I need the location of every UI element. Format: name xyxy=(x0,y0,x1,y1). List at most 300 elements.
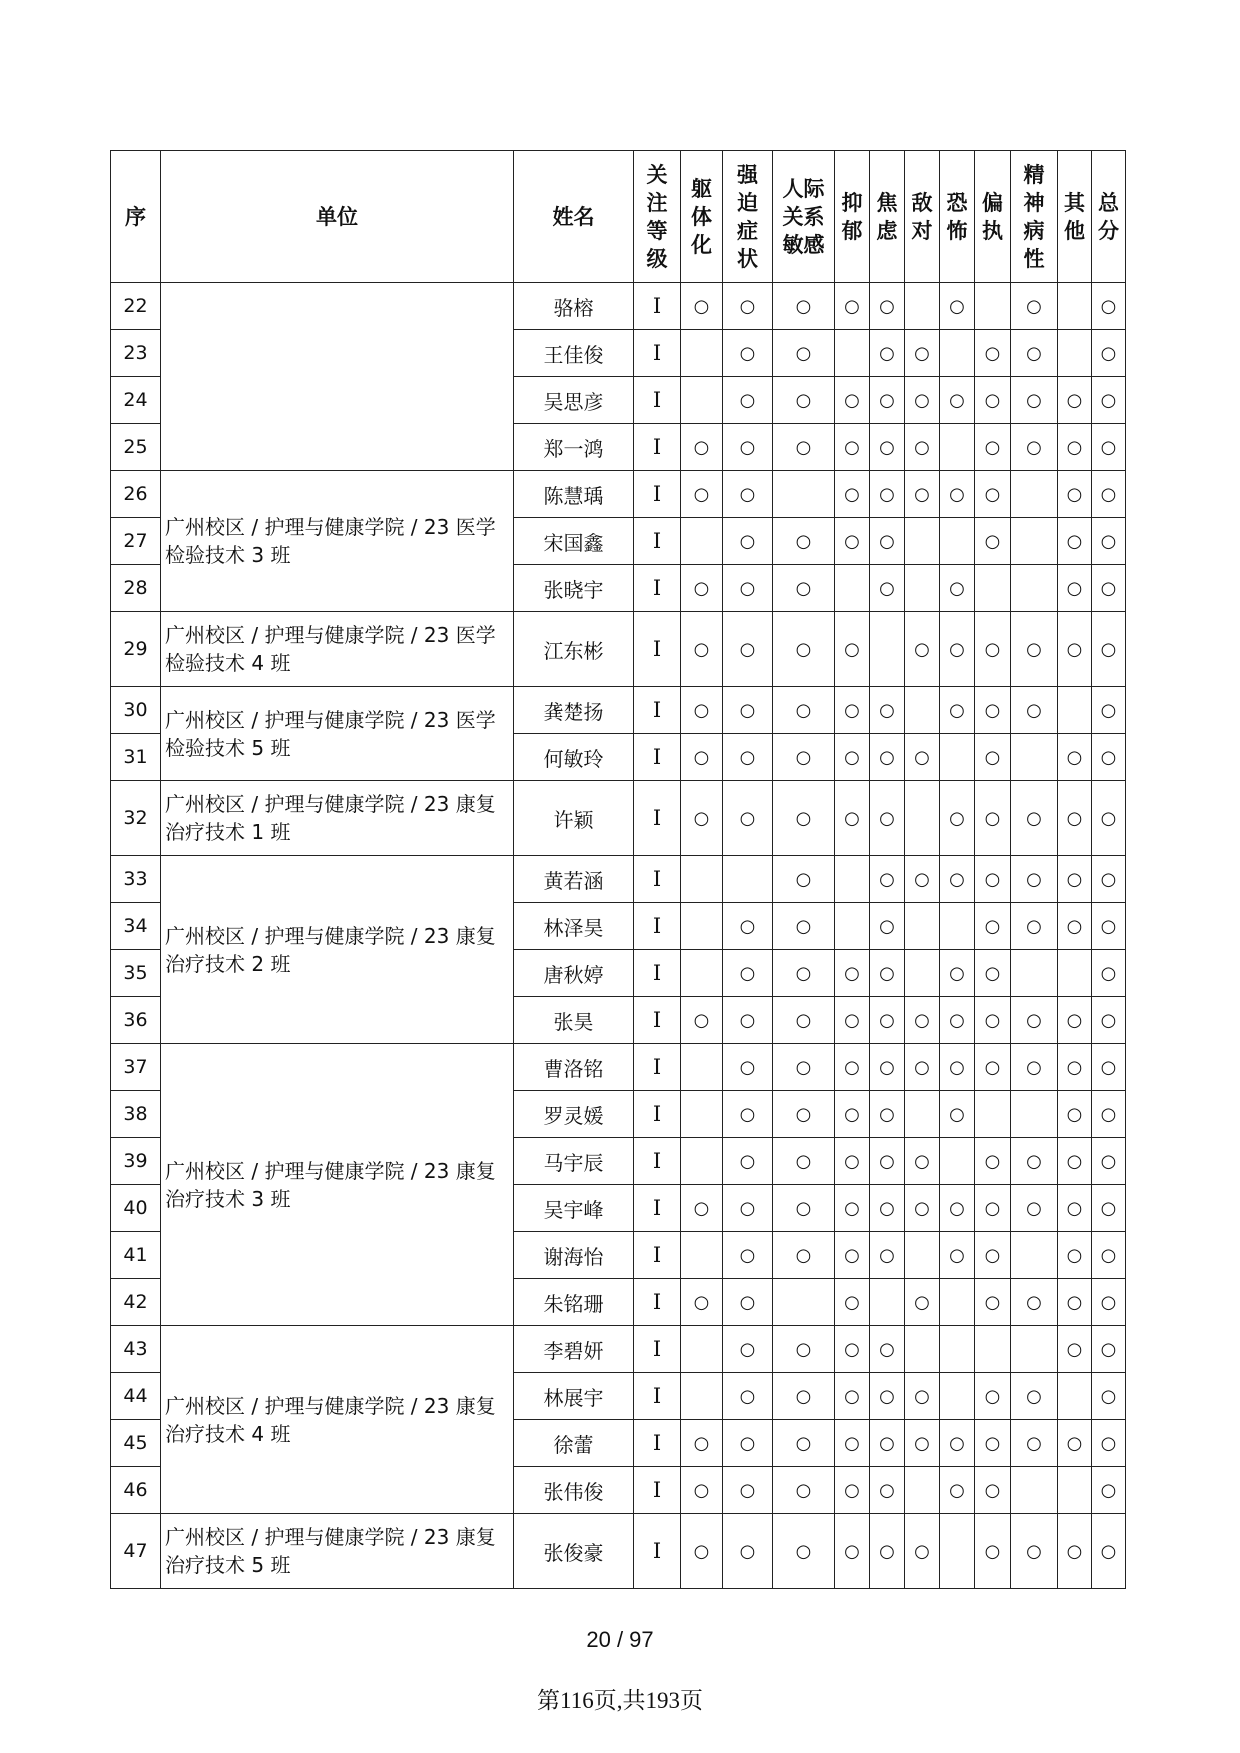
factor-cell xyxy=(835,1467,870,1514)
circle-mark-icon: ○ xyxy=(1100,1385,1117,1407)
header-label: 焦虑 xyxy=(876,190,898,243)
circle-mark-icon: ○ xyxy=(739,1056,756,1078)
header-phobia xyxy=(940,151,975,283)
factor-cell xyxy=(681,997,723,1044)
factor-cell xyxy=(1011,1138,1058,1185)
seq-cell: 31 xyxy=(111,734,161,781)
factor-cell xyxy=(940,1326,975,1373)
seq-cell: 25 xyxy=(111,424,161,471)
circle-mark-icon: ○ xyxy=(844,1150,860,1172)
circle-mark-icon: ○ xyxy=(949,699,965,721)
level-cell: I xyxy=(634,1091,681,1138)
factor-cell xyxy=(1058,1279,1092,1326)
factor-cell xyxy=(975,1185,1011,1232)
circle-mark-icon: ○ xyxy=(914,1385,930,1407)
factor-cell xyxy=(723,997,773,1044)
circle-mark-icon: ○ xyxy=(1066,915,1083,937)
factor-cell xyxy=(1011,565,1058,612)
circle-mark-icon: ○ xyxy=(1026,807,1042,829)
seq-cell: 23 xyxy=(111,330,161,377)
circle-mark-icon: ○ xyxy=(879,530,895,552)
header-psychoticism xyxy=(1011,151,1058,283)
circle-mark-icon: ○ xyxy=(739,483,756,505)
factor-cell xyxy=(681,856,723,903)
circle-mark-icon: ○ xyxy=(1100,1150,1117,1172)
circle-mark-icon: ○ xyxy=(844,1244,860,1266)
seq-cell: 46 xyxy=(111,1467,161,1514)
factor-cell xyxy=(940,1138,975,1185)
circle-mark-icon: ○ xyxy=(1100,1338,1117,1360)
factor-cell xyxy=(773,377,835,424)
level-cell: I xyxy=(634,950,681,997)
circle-mark-icon: ○ xyxy=(1066,868,1083,890)
level-cell: I xyxy=(634,283,681,330)
table-body xyxy=(111,283,1126,1589)
factor-cell xyxy=(1011,1091,1058,1138)
circle-mark-icon: ○ xyxy=(844,1432,860,1454)
circle-mark-icon: ○ xyxy=(984,1291,1001,1313)
circle-mark-icon: ○ xyxy=(879,746,895,768)
factor-cell xyxy=(835,1091,870,1138)
factor-cell xyxy=(975,734,1011,781)
factor-cell xyxy=(940,377,975,424)
unit-cell: 广州校区 / 护理与健康学院 / 23 康复治疗技术 5 班 xyxy=(161,1514,514,1589)
circle-mark-icon: ○ xyxy=(949,295,965,317)
factor-cell xyxy=(1092,377,1126,424)
circle-mark-icon: ○ xyxy=(949,1479,965,1501)
factor-cell xyxy=(940,424,975,471)
circle-mark-icon: ○ xyxy=(914,1291,930,1313)
factor-cell xyxy=(1011,903,1058,950)
circle-mark-icon: ○ xyxy=(739,295,756,317)
factor-cell xyxy=(905,997,940,1044)
circle-mark-icon: ○ xyxy=(1026,1197,1042,1219)
seq-cell: 27 xyxy=(111,518,161,565)
circle-mark-icon: ○ xyxy=(879,1338,895,1360)
factor-cell xyxy=(681,781,723,856)
circle-mark-icon: ○ xyxy=(1066,483,1083,505)
factor-cell xyxy=(870,1279,905,1326)
circle-mark-icon: ○ xyxy=(879,295,895,317)
factor-cell xyxy=(870,856,905,903)
seq-cell: 45 xyxy=(111,1420,161,1467)
factor-cell xyxy=(940,330,975,377)
circle-mark-icon: ○ xyxy=(914,638,930,660)
circle-mark-icon: ○ xyxy=(795,295,812,317)
circle-mark-icon: ○ xyxy=(739,436,756,458)
name-cell: 黄若涵 xyxy=(514,856,634,903)
factor-cell xyxy=(723,903,773,950)
level-cell: I xyxy=(634,903,681,950)
circle-mark-icon: ○ xyxy=(984,1056,1001,1078)
circle-mark-icon: ○ xyxy=(844,1197,860,1219)
circle-mark-icon: ○ xyxy=(1100,577,1117,599)
level-cell: I xyxy=(634,1185,681,1232)
circle-mark-icon: ○ xyxy=(795,1056,812,1078)
seq-cell: 41 xyxy=(111,1232,161,1279)
circle-mark-icon: ○ xyxy=(949,638,965,660)
factor-cell xyxy=(870,950,905,997)
table-row xyxy=(111,1044,1126,1091)
name-cell: 张伟俊 xyxy=(514,1467,634,1514)
circle-mark-icon: ○ xyxy=(739,746,756,768)
factor-cell xyxy=(1058,950,1092,997)
factor-cell xyxy=(975,1044,1011,1091)
circle-mark-icon: ○ xyxy=(1100,530,1117,552)
factor-cell xyxy=(905,377,940,424)
circle-mark-icon: ○ xyxy=(984,389,1001,411)
circle-mark-icon: ○ xyxy=(1100,1432,1117,1454)
factor-cell xyxy=(1058,1420,1092,1467)
factor-cell xyxy=(1058,330,1092,377)
factor-cell xyxy=(773,856,835,903)
factor-cell xyxy=(835,1373,870,1420)
circle-mark-icon: ○ xyxy=(739,577,756,599)
factor-cell xyxy=(870,1420,905,1467)
circle-mark-icon: ○ xyxy=(795,1385,812,1407)
factor-cell xyxy=(835,1232,870,1279)
header-label: 其他 xyxy=(1064,190,1085,243)
circle-mark-icon: ○ xyxy=(795,1009,812,1031)
circle-mark-icon: ○ xyxy=(914,746,930,768)
circle-mark-icon: ○ xyxy=(844,962,860,984)
circle-mark-icon: ○ xyxy=(879,1540,895,1562)
factor-cell xyxy=(1092,1185,1126,1232)
factor-cell xyxy=(1058,856,1092,903)
factor-cell xyxy=(905,781,940,856)
level-cell: I xyxy=(634,1232,681,1279)
level-cell: I xyxy=(634,1420,681,1467)
circle-mark-icon: ○ xyxy=(739,699,756,721)
circle-mark-icon: ○ xyxy=(984,530,1001,552)
factor-cell xyxy=(681,1420,723,1467)
factor-cell xyxy=(940,1185,975,1232)
circle-mark-icon: ○ xyxy=(1100,807,1117,829)
factor-cell xyxy=(1092,471,1126,518)
circle-mark-icon: ○ xyxy=(739,1540,756,1562)
factor-cell xyxy=(905,1138,940,1185)
circle-mark-icon: ○ xyxy=(844,1291,860,1313)
factor-cell xyxy=(940,1044,975,1091)
circle-mark-icon: ○ xyxy=(984,807,1001,829)
factor-cell xyxy=(940,903,975,950)
circle-mark-icon: ○ xyxy=(739,1009,756,1031)
factor-cell xyxy=(1011,687,1058,734)
circle-mark-icon: ○ xyxy=(739,389,756,411)
circle-mark-icon: ○ xyxy=(879,1056,895,1078)
factor-cell xyxy=(1058,997,1092,1044)
circle-mark-icon: ○ xyxy=(984,1479,1001,1501)
level-cell: I xyxy=(634,734,681,781)
factor-cell xyxy=(905,1185,940,1232)
circle-mark-icon: ○ xyxy=(693,1197,710,1219)
name-cell: 罗灵媛 xyxy=(514,1091,634,1138)
factor-cell xyxy=(975,997,1011,1044)
factor-cell xyxy=(681,471,723,518)
factor-cell xyxy=(905,734,940,781)
factor-cell xyxy=(835,518,870,565)
circle-mark-icon: ○ xyxy=(949,1244,965,1266)
circle-mark-icon: ○ xyxy=(844,1103,860,1125)
factor-cell xyxy=(1092,1373,1126,1420)
factor-cell xyxy=(681,1279,723,1326)
factor-cell xyxy=(1011,1185,1058,1232)
factor-cell xyxy=(905,283,940,330)
circle-mark-icon: ○ xyxy=(739,1385,756,1407)
factor-cell xyxy=(1058,1467,1092,1514)
name-cell: 曹洛铭 xyxy=(514,1044,634,1091)
header-label: 精神病性 xyxy=(1023,162,1045,271)
factor-cell xyxy=(723,1138,773,1185)
factor-cell xyxy=(975,518,1011,565)
seq-cell: 40 xyxy=(111,1185,161,1232)
circle-mark-icon: ○ xyxy=(914,1432,930,1454)
factor-cell xyxy=(870,734,905,781)
circle-mark-icon: ○ xyxy=(693,1479,710,1501)
factor-cell xyxy=(773,565,835,612)
name-cell: 吴思彦 xyxy=(514,377,634,424)
factor-cell xyxy=(723,283,773,330)
seq-cell: 35 xyxy=(111,950,161,997)
circle-mark-icon: ○ xyxy=(1100,389,1117,411)
circle-mark-icon: ○ xyxy=(1066,1244,1083,1266)
factor-cell xyxy=(835,903,870,950)
factor-cell xyxy=(1058,903,1092,950)
factor-cell xyxy=(773,1420,835,1467)
factor-cell xyxy=(723,518,773,565)
factor-cell xyxy=(773,1044,835,1091)
circle-mark-icon: ○ xyxy=(879,1103,895,1125)
factor-cell xyxy=(1058,424,1092,471)
factor-cell xyxy=(870,612,905,687)
factor-cell xyxy=(723,1185,773,1232)
factor-cell xyxy=(681,1326,723,1373)
factor-cell xyxy=(870,283,905,330)
factor-cell xyxy=(1011,734,1058,781)
circle-mark-icon: ○ xyxy=(739,1479,756,1501)
factor-cell xyxy=(975,565,1011,612)
factor-cell xyxy=(940,1373,975,1420)
circle-mark-icon: ○ xyxy=(879,807,895,829)
circle-mark-icon: ○ xyxy=(795,577,812,599)
table-row xyxy=(111,612,1126,687)
factor-cell xyxy=(681,950,723,997)
factor-cell xyxy=(835,1185,870,1232)
circle-mark-icon: ○ xyxy=(1100,1197,1117,1219)
circle-mark-icon: ○ xyxy=(949,1103,965,1125)
circle-mark-icon: ○ xyxy=(739,1338,756,1360)
level-cell: I xyxy=(634,997,681,1044)
circle-mark-icon: ○ xyxy=(693,807,710,829)
level-cell: I xyxy=(634,424,681,471)
factor-cell xyxy=(940,856,975,903)
circle-mark-icon: ○ xyxy=(879,1432,895,1454)
circle-mark-icon: ○ xyxy=(949,389,965,411)
factor-cell xyxy=(975,856,1011,903)
circle-mark-icon: ○ xyxy=(879,962,895,984)
factor-cell xyxy=(723,1279,773,1326)
circle-mark-icon: ○ xyxy=(795,389,812,411)
circle-mark-icon: ○ xyxy=(693,577,710,599)
factor-cell xyxy=(681,518,723,565)
circle-mark-icon: ○ xyxy=(984,1009,1001,1031)
factor-cell xyxy=(1092,1514,1126,1589)
circle-mark-icon: ○ xyxy=(795,638,812,660)
header-seq xyxy=(111,151,161,283)
table-row xyxy=(111,856,1126,903)
factor-cell xyxy=(1058,1232,1092,1279)
factor-cell xyxy=(835,781,870,856)
factor-cell xyxy=(681,612,723,687)
factor-cell xyxy=(1092,518,1126,565)
name-cell: 何敏玲 xyxy=(514,734,634,781)
circle-mark-icon: ○ xyxy=(1026,1291,1042,1313)
circle-mark-icon: ○ xyxy=(879,389,895,411)
factor-cell xyxy=(870,903,905,950)
circle-mark-icon: ○ xyxy=(1100,746,1117,768)
factor-cell xyxy=(723,377,773,424)
factor-cell xyxy=(681,1373,723,1420)
name-cell: 龚楚扬 xyxy=(514,687,634,734)
circle-mark-icon: ○ xyxy=(879,1150,895,1172)
factor-cell xyxy=(905,1232,940,1279)
factor-cell xyxy=(773,1091,835,1138)
factor-cell xyxy=(1011,1373,1058,1420)
factor-cell xyxy=(1058,781,1092,856)
circle-mark-icon: ○ xyxy=(879,342,895,364)
header-label: 敌对 xyxy=(911,190,933,243)
factor-cell xyxy=(905,1326,940,1373)
factor-cell xyxy=(1092,781,1126,856)
factor-cell xyxy=(1011,950,1058,997)
factor-cell xyxy=(870,1326,905,1373)
seq-cell: 24 xyxy=(111,377,161,424)
factor-cell xyxy=(1092,1279,1126,1326)
level-cell: I xyxy=(634,518,681,565)
factor-cell xyxy=(1011,424,1058,471)
factor-cell xyxy=(1092,283,1126,330)
factor-cell xyxy=(835,1420,870,1467)
level-cell: I xyxy=(634,330,681,377)
factor-cell xyxy=(1011,1514,1058,1589)
circle-mark-icon: ○ xyxy=(1026,868,1042,890)
factor-cell xyxy=(975,471,1011,518)
level-cell: I xyxy=(634,565,681,612)
unit-cell: 广州校区 / 护理与健康学院 / 23 医学检验技术 4 班 xyxy=(161,612,514,687)
factor-cell xyxy=(975,283,1011,330)
factor-cell xyxy=(835,734,870,781)
factor-cell xyxy=(1011,1326,1058,1373)
unit-cell: 广州校区 / 护理与健康学院 / 23 康复治疗技术 1 班 xyxy=(161,781,514,856)
level-cell: I xyxy=(634,1044,681,1091)
factor-cell xyxy=(1058,1185,1092,1232)
header-label: 单位 xyxy=(316,204,358,229)
name-cell: 郑一鸿 xyxy=(514,424,634,471)
circle-mark-icon: ○ xyxy=(1066,1432,1083,1454)
factor-cell xyxy=(773,1326,835,1373)
header-hostility xyxy=(905,151,940,283)
circle-mark-icon: ○ xyxy=(984,1150,1001,1172)
factor-cell xyxy=(975,1232,1011,1279)
factor-cell xyxy=(773,997,835,1044)
page-fraction: 20 / 97 xyxy=(586,1627,654,1652)
factor-cell xyxy=(1011,781,1058,856)
factor-cell xyxy=(681,424,723,471)
circle-mark-icon: ○ xyxy=(1100,1479,1117,1501)
factor-cell xyxy=(835,1514,870,1589)
name-cell: 陈慧瑀 xyxy=(514,471,634,518)
name-cell: 宋国鑫 xyxy=(514,518,634,565)
factor-cell xyxy=(1011,471,1058,518)
factor-cell xyxy=(870,1044,905,1091)
factor-cell xyxy=(1092,424,1126,471)
factor-cell xyxy=(905,1279,940,1326)
circle-mark-icon: ○ xyxy=(795,1540,812,1562)
factor-cell xyxy=(835,283,870,330)
factor-cell xyxy=(940,997,975,1044)
circle-mark-icon: ○ xyxy=(795,1338,812,1360)
factor-cell xyxy=(975,377,1011,424)
factor-cell xyxy=(835,424,870,471)
factor-cell xyxy=(723,1232,773,1279)
factor-cell xyxy=(1058,1044,1092,1091)
factor-cell xyxy=(681,734,723,781)
factor-cell xyxy=(681,377,723,424)
circle-mark-icon: ○ xyxy=(844,1540,860,1562)
factor-cell xyxy=(975,687,1011,734)
name-cell: 许颖 xyxy=(514,781,634,856)
factor-cell xyxy=(940,1279,975,1326)
factor-cell xyxy=(1092,1044,1126,1091)
factor-cell xyxy=(905,1044,940,1091)
circle-mark-icon: ○ xyxy=(949,1056,965,1078)
level-cell: I xyxy=(634,1373,681,1420)
table-row xyxy=(111,781,1126,856)
seq-cell: 36 xyxy=(111,997,161,1044)
circle-mark-icon: ○ xyxy=(1066,1103,1083,1125)
circle-mark-icon: ○ xyxy=(1100,1244,1117,1266)
header-interpersonal xyxy=(773,151,835,283)
header-label: 关注等级 xyxy=(646,162,668,271)
factor-cell xyxy=(1011,1467,1058,1514)
circle-mark-icon: ○ xyxy=(1100,483,1117,505)
circle-mark-icon: ○ xyxy=(914,1197,930,1219)
circle-mark-icon: ○ xyxy=(984,746,1001,768)
factor-cell xyxy=(940,687,975,734)
factor-cell xyxy=(975,1326,1011,1373)
factor-cell xyxy=(1011,856,1058,903)
circle-mark-icon: ○ xyxy=(693,699,710,721)
level-cell: I xyxy=(634,781,681,856)
factor-cell xyxy=(1011,997,1058,1044)
factor-cell xyxy=(870,1138,905,1185)
factor-cell xyxy=(905,330,940,377)
factor-cell xyxy=(1058,734,1092,781)
factor-cell xyxy=(835,565,870,612)
circle-mark-icon: ○ xyxy=(1100,638,1117,660)
circle-mark-icon: ○ xyxy=(1026,915,1042,937)
factor-cell xyxy=(905,1373,940,1420)
circle-mark-icon: ○ xyxy=(914,389,930,411)
factor-cell xyxy=(723,1044,773,1091)
factor-cell xyxy=(681,1185,723,1232)
circle-mark-icon: ○ xyxy=(879,1197,895,1219)
factor-cell xyxy=(870,1232,905,1279)
factor-cell xyxy=(681,1514,723,1589)
circle-mark-icon: ○ xyxy=(1100,699,1117,721)
factor-cell xyxy=(1092,330,1126,377)
seq-cell: 29 xyxy=(111,612,161,687)
